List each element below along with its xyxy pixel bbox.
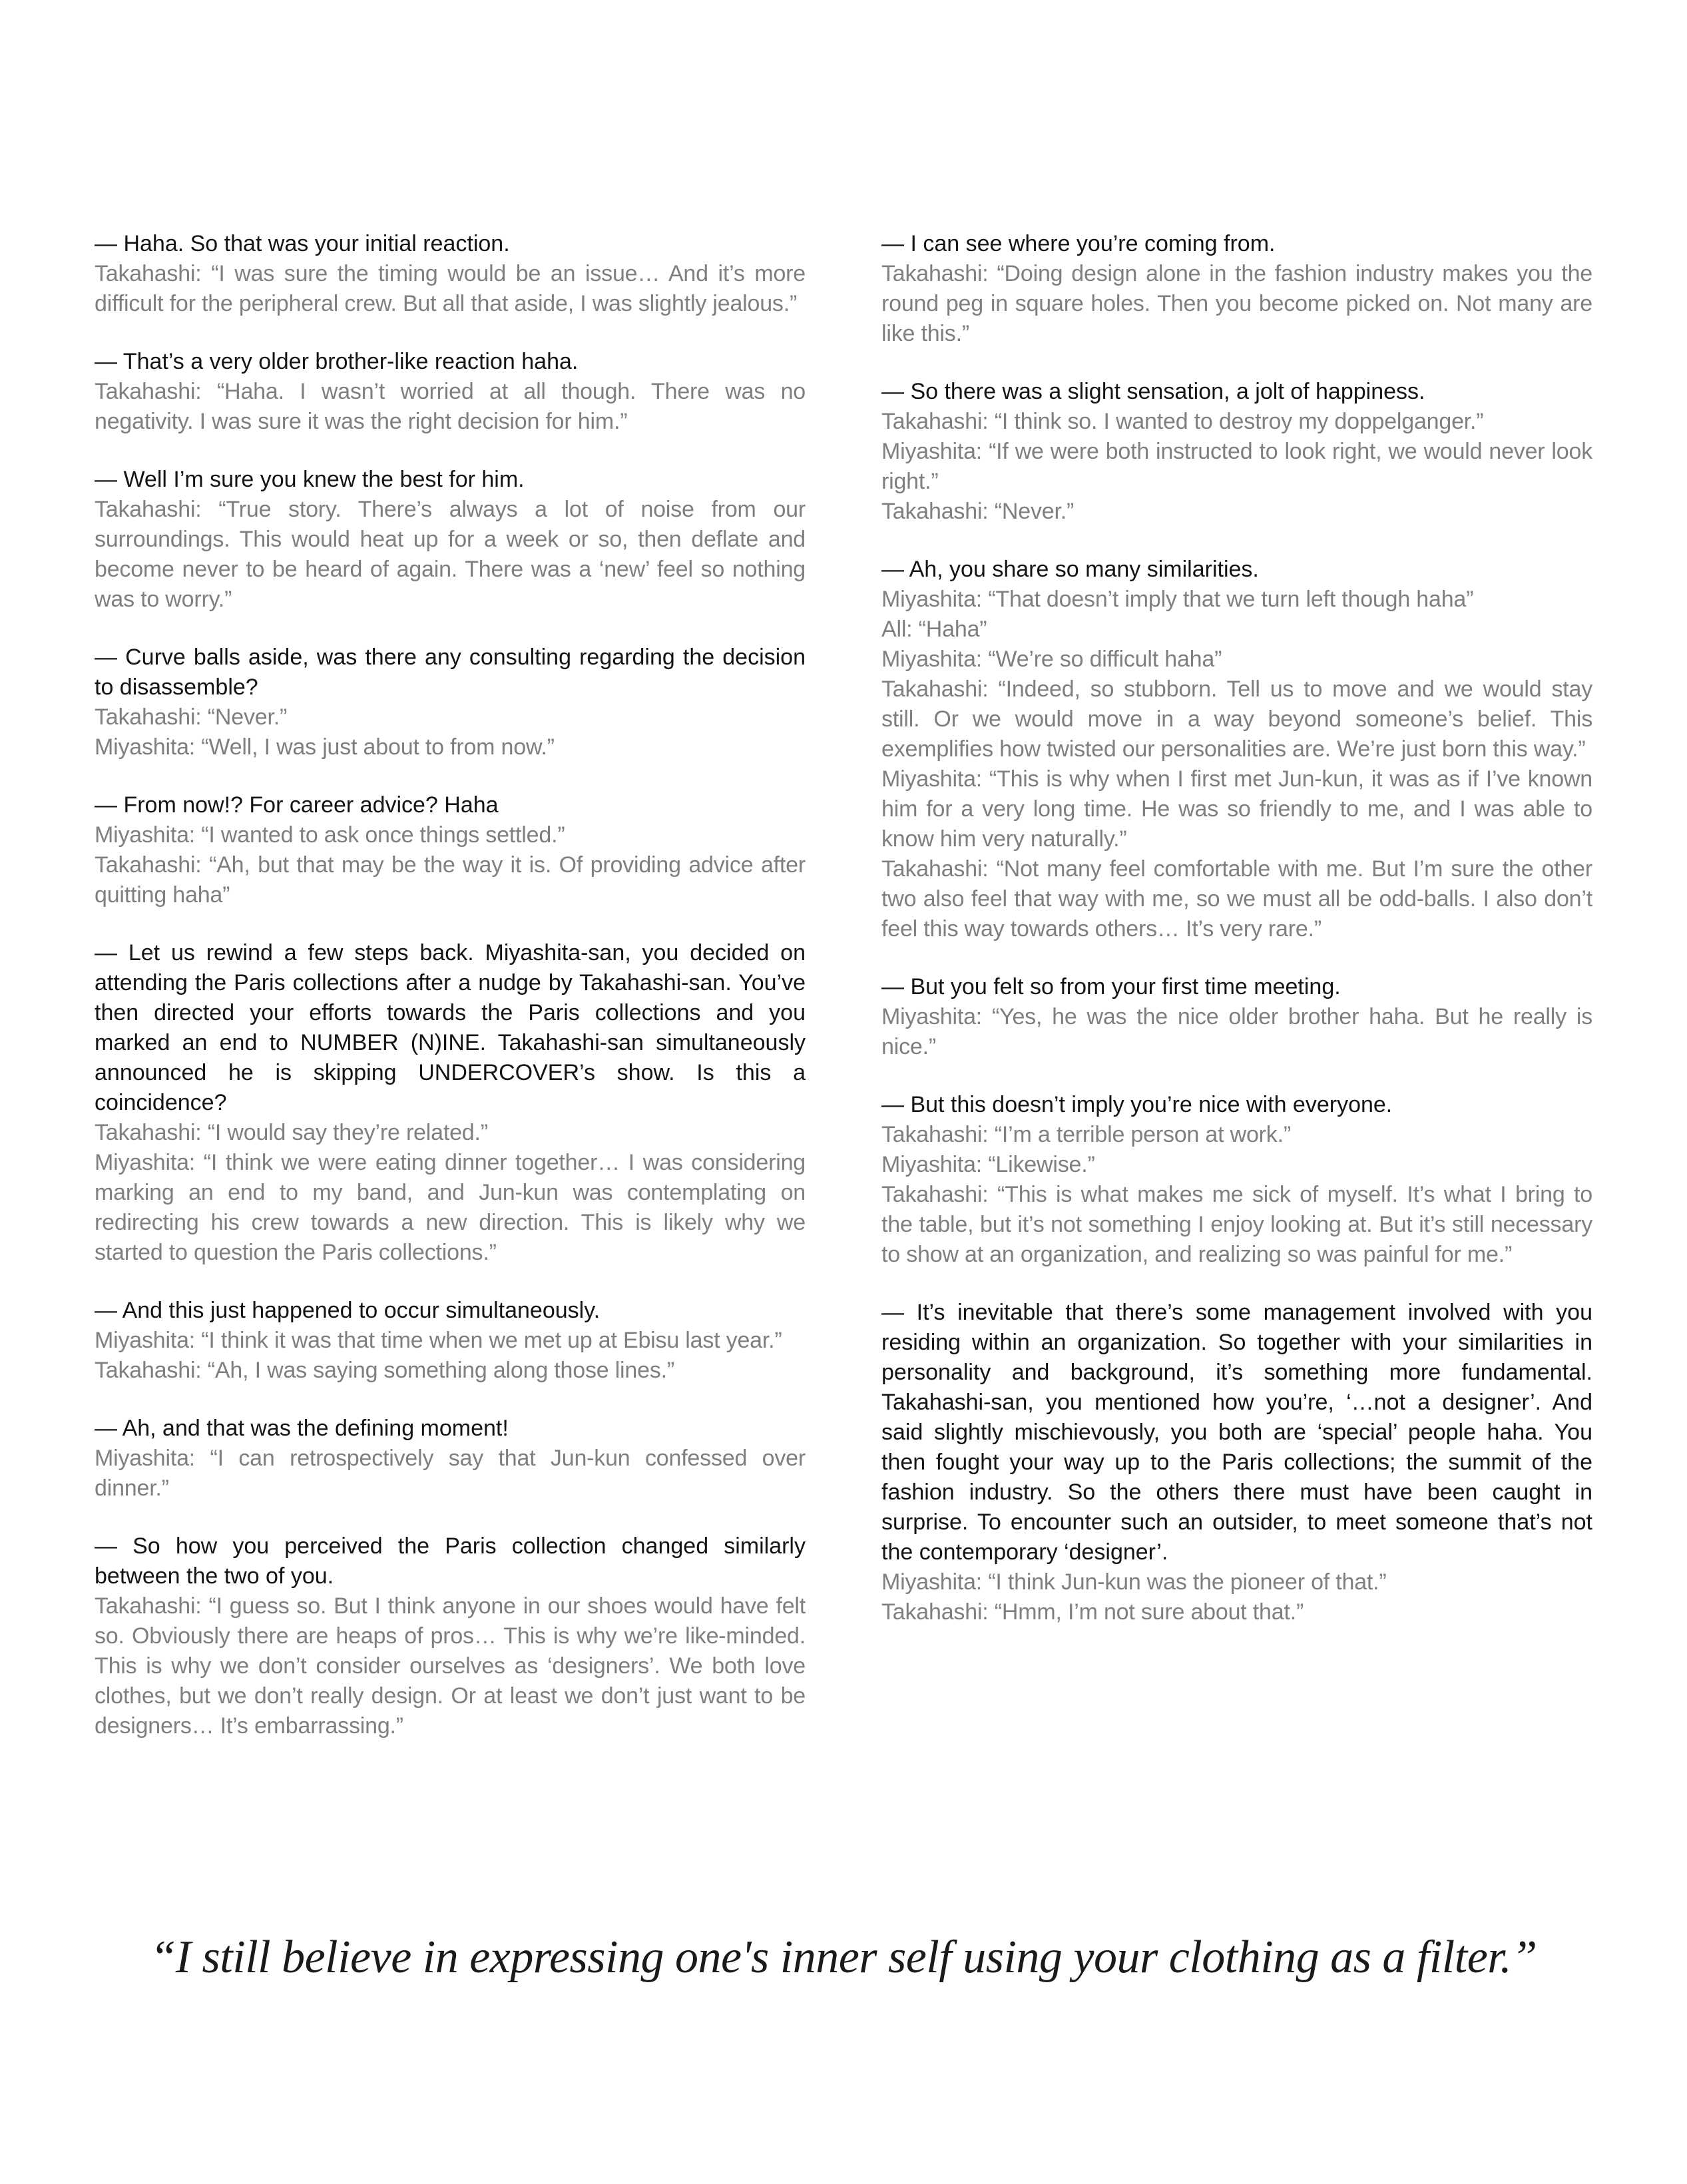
interviewee-response: Takahashi: “Haha. I wasn’t worried at all though. There was no negativity. I was sure it was the right decision for him.” bbox=[95, 379, 806, 434]
interviewee-response: Miyashita: “Well, I was just about to from now.” bbox=[95, 734, 555, 760]
interviewee-response: Miyashita: “I think it was that time when we met up at Ebisu last year.” bbox=[95, 1328, 782, 1353]
interviewer-question: — Curve balls aside, was there any consulting regarding the decision to disassemble? bbox=[95, 645, 806, 700]
interviewer-question: — So there was a slight sensation, a jolt of happiness. bbox=[881, 379, 1425, 404]
interview-exchange bbox=[881, 1090, 1592, 1270]
interview-exchange bbox=[95, 347, 806, 437]
interviewee-response: Miyashita: “Yes, he was the nice older brother haha. But he really is nice.” bbox=[881, 1004, 1592, 1059]
interviewer-question: — But this doesn’t imply you’re nice with everyone. bbox=[881, 1092, 1393, 1117]
interviewee-response: Miyashita: “This is why when I first met Jun-kun, it was as if I’ve known him for a very long time. He was so friendly to me, and I was able to know him very naturally.” bbox=[881, 766, 1592, 852]
interviewer-question: — And this just happened to occur simultaneously. bbox=[95, 1298, 601, 1323]
interviewee-response: Takahashi: “True story. There’s always a lot of noise from our surroundings. This would heat up for a week or so, then deflate and become never to be heard of again. There was a ‘new’ feel so nothing was to worry.” bbox=[95, 497, 806, 612]
interviewer-question: — Let us rewind a few steps back. Miyashita-san, you decided on attending the Paris collections after a nudge by Takahashi-san. You’ve then directed your efforts towards the Paris collections and you marked an end to NUMBER (N)INE. Takahashi-san simultaneously announced he is skipping UNDERCOVER’s show. Is this a coincidence? bbox=[95, 940, 806, 1115]
interviewee-response: Takahashi: “Not many feel comfortable with me. But I’m sure the other two also feel that way with me, so we must all be odd-balls. I also don’t feel this way towards others… It’s very rare.” bbox=[881, 856, 1592, 942]
interviewee-response: Takahashi: “Never.” bbox=[95, 704, 288, 730]
interviewee-response: Takahashi: “I would say they’re related.” bbox=[95, 1120, 488, 1145]
interviewee-response: Miyashita: “I think Jun-kun was the pioneer of that.” bbox=[881, 1569, 1387, 1595]
interview-exchange bbox=[95, 1531, 806, 1741]
interviewee-response: Miyashita: “I can retrospectively say that Jun-kun confessed over dinner.” bbox=[95, 1446, 806, 1501]
interviewee-response: Takahashi: “I was sure the timing would be an issue… And it’s more difficult for the peripheral crew. But all that aside, I was slightly jealous.” bbox=[95, 261, 806, 316]
interview-exchange bbox=[881, 972, 1592, 1062]
interviewee-response: Takahashi: “I guess so. But I think anyone in our shoes would have felt so. Obviously there are heaps of pros… This is why we’re like-minded. This is why we don’t consider ourselves as ‘designers’. We both love clothes, but we don’t really design. Or at least we don’t just want to be designers… It’s embarrassing.” bbox=[95, 1593, 806, 1739]
interviewee-response: Takahashi: “Doing design alone in the fashion industry makes you the round peg in square holes. Then you become picked on. Not many are like this.” bbox=[881, 261, 1592, 346]
interviewee-response: Takahashi: “I think so. I wanted to destroy my doppelganger.” bbox=[881, 409, 1484, 434]
interviewer-question: — It’s inevitable that there’s some management involved with you residing within an organization. So together with your similarities in personality and background, it’s something more fundamental. Takahashi-san, you mentioned how you’re, ‘…not a designer’. And said slightly mischievously, you both are ‘special’ people haha. You then fought your way up to the Paris collections; the summit of the fashion industry. So the others there must have been caught in surprise. To encounter such an outsider, to meet someone that’s not the contemporary ‘designer’. bbox=[881, 1300, 1592, 1565]
interviewee-response: Takahashi: “This is what makes me sick of myself. It’s what I bring to the table, but it’s not something I enjoy looking at. But it’s still necessary to show at an organization, and realizing so was painful for me.” bbox=[881, 1182, 1592, 1267]
interview-exchange bbox=[95, 790, 806, 910]
interviewee-response: Miyashita: “Likewise.” bbox=[881, 1152, 1095, 1177]
interviewee-response: Miyashita: “I think we were eating dinner together… I was considering marking an end to my band, and Jun-kun was contemplating on redirecting his crew towards a new direction. This is likely why we started to question the Paris collections.” bbox=[95, 1150, 806, 1265]
interviewee-response: Takahashi: “I’m a terrible person at work.” bbox=[881, 1122, 1291, 1147]
interviewee-response: Takahashi: “Indeed, so stubborn. Tell us to move and we would stay still. Or we would move in a way beyond someone’s belief. This exemplifies how twisted our personalities are. We’re just born this way.” bbox=[881, 677, 1592, 762]
interviewer-question: — Well I’m sure you knew the best for him. bbox=[95, 467, 525, 492]
interview-exchange bbox=[881, 377, 1592, 527]
interviewee-response: Miyashita: “If we were both instructed to look right, we would never look right.” bbox=[881, 439, 1592, 494]
interviewee-response: Takahashi: “Ah, I was saying something along those lines.” bbox=[95, 1358, 674, 1383]
interviewer-question: — Ah, you share so many similarities. bbox=[881, 557, 1259, 582]
interview-exchange bbox=[881, 555, 1592, 944]
left-column bbox=[95, 229, 806, 1769]
interview-exchange bbox=[95, 229, 806, 319]
interviewer-question: — Haha. So that was your initial reaction. bbox=[95, 231, 510, 256]
interviewer-question: — Ah, and that was the defining moment! bbox=[95, 1416, 509, 1441]
interviewee-response: Takahashi: “Hmm, I’m not sure about that.” bbox=[881, 1599, 1304, 1625]
interviewer-question: — But you felt so from your first time meeting. bbox=[881, 974, 1341, 999]
interviewee-response: Takahashi: “Ah, but that may be the way it is. Of providing advice after quitting haha” bbox=[95, 852, 806, 908]
interviewee-response: Miyashita: “We’re so difficult haha” bbox=[881, 647, 1222, 672]
interview-exchange bbox=[95, 938, 806, 1268]
interviewee-response: Takahashi: “Never.” bbox=[881, 499, 1075, 524]
pull-quote: “I still believe in expressing one's inner self using your clothing as a filter.” bbox=[150, 1932, 1537, 1983]
interview-exchange bbox=[95, 1414, 806, 1503]
interviewer-question: — From now!? For career advice? Haha bbox=[95, 792, 499, 818]
interviewer-question: — That’s a very older brother-like reaction haha. bbox=[95, 349, 579, 374]
interview-exchange bbox=[95, 1296, 806, 1386]
interviewer-question: — I can see where you’re coming from. bbox=[881, 231, 1276, 256]
interview-exchange bbox=[95, 643, 806, 762]
interviewee-response: Miyashita: “I wanted to ask once things settled.” bbox=[95, 822, 565, 848]
interviewee-response: All: “Haha” bbox=[881, 617, 987, 642]
right-column bbox=[881, 229, 1592, 1655]
interviewee-response: Miyashita: “That doesn’t imply that we turn left though haha” bbox=[881, 587, 1474, 612]
interview-exchange bbox=[881, 229, 1592, 349]
interviewer-question: — So how you perceived the Paris collection changed similarly between the two of you. bbox=[95, 1533, 806, 1589]
interview-exchange bbox=[881, 1298, 1592, 1627]
interview-exchange bbox=[95, 465, 806, 615]
